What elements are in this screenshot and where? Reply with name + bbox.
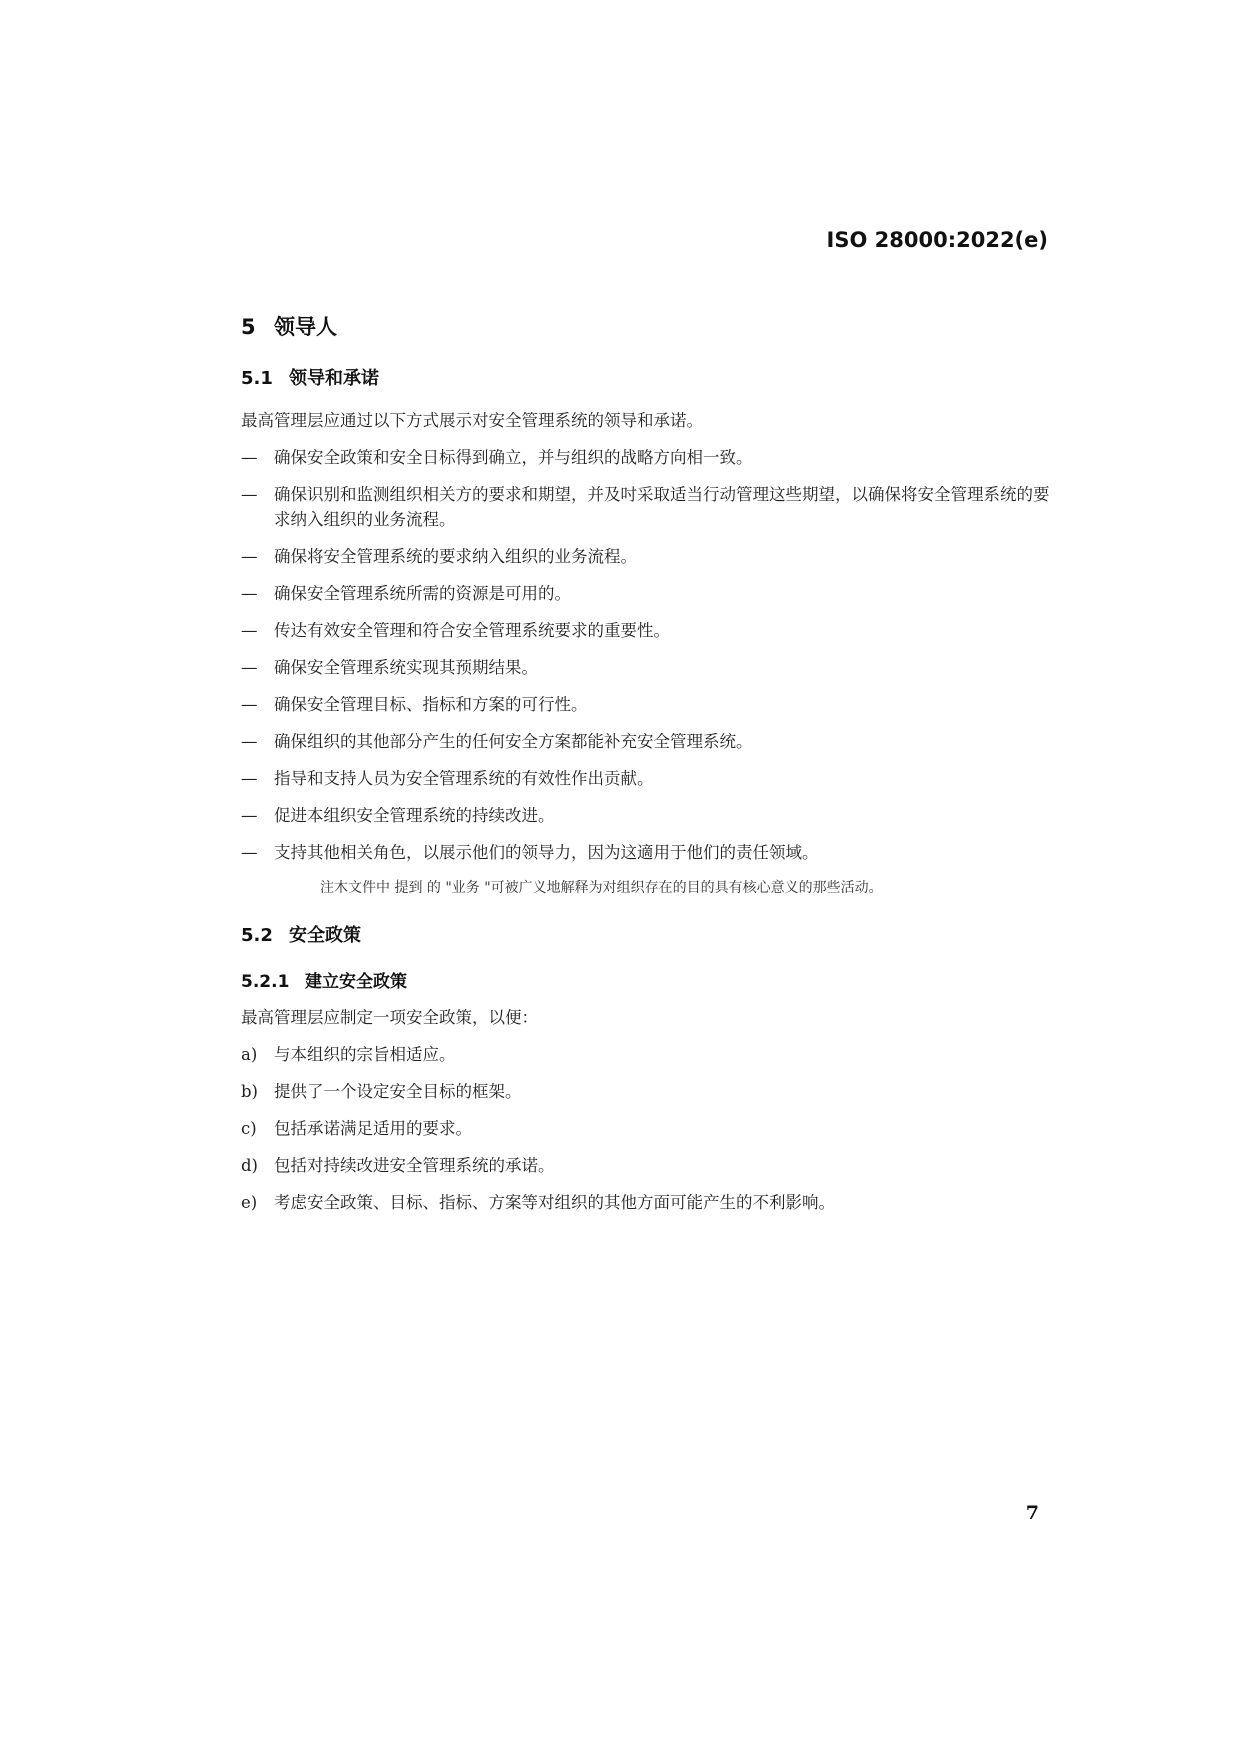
section-5-2-1-intro: 最高管理层应制定一项安全政策，以便：	[241, 1008, 538, 1027]
list-marker: a)	[241, 1045, 258, 1064]
list-item	[241, 445, 1051, 470]
list-item	[241, 482, 1051, 532]
section-number: 5.2.1	[241, 972, 290, 992]
list-marker: e)	[241, 1193, 258, 1212]
list-item	[241, 655, 1051, 680]
list-item-text: 传达有效安全管理和符合安全管理系统要求的重要性。	[274, 621, 670, 640]
list-item-text: 确保安全政策和安全日标得到确立，并与组织的战略方向相一致。	[274, 448, 753, 467]
document-id: ISO 28000:2022(e)	[826, 228, 1048, 252]
section-title: 建立安全政策	[305, 972, 407, 992]
list-marker: b)	[241, 1082, 258, 1101]
list-item	[241, 1153, 1051, 1178]
list-item-text: 确保将安全管理系统的要求纳入组织的业务流程。	[274, 547, 637, 566]
dash-marker: —	[241, 658, 258, 677]
list-item-text: 考虑安全政策、目标、指标、方案等对组织的其他方面可能产生的不利影响。	[274, 1193, 835, 1212]
list-item-text: 提供了一个设定安全目标的框架。	[274, 1082, 522, 1101]
section-number: 5.2	[241, 925, 273, 946]
dash-marker: —	[241, 448, 258, 467]
section-title: 安全政策	[289, 925, 361, 946]
page-content	[241, 312, 1051, 1215]
section-title: 领导人	[274, 314, 337, 339]
dash-marker: —	[241, 547, 258, 566]
list-item	[241, 692, 1051, 717]
section-5-2-heading	[241, 923, 1051, 949]
leadership-list	[241, 445, 1051, 865]
list-item-text: 确保组织的其他部分产生的任何安全方案都能补充安全管理系统。	[274, 732, 753, 751]
list-item	[241, 1116, 1051, 1141]
list-item	[241, 1079, 1051, 1104]
section-5-1-intro: 最高管理层应通过以下方式展示对安全管理系统的领导和承诺。	[241, 411, 703, 430]
list-item-text: 指导和支持人员为安全管理系统的有效性作出贡献。	[274, 769, 654, 788]
dash-marker: —	[241, 769, 258, 788]
list-item	[241, 544, 1051, 569]
list-item-text: 确保识别和监测组织相关方的要求和期望，并及吋采取适当行动管理这些期望，以确保将安全管理系统的要求纳入组织的业务流程。	[274, 485, 1050, 529]
dash-marker: —	[241, 806, 258, 825]
list-item-text: 确保安全管理系统实现其预期结果。	[274, 658, 538, 677]
section-5-1-heading	[241, 366, 1051, 392]
list-item	[241, 766, 1051, 791]
section-5-2-1-heading	[241, 969, 1051, 995]
section-5-1-note: 注木文件中 提到 的 "业务 "可被广义地解释为对组织存在的目的具有核心意义的那些活动。	[320, 880, 883, 896]
list-item	[241, 581, 1051, 606]
list-item	[241, 618, 1051, 643]
list-item	[241, 803, 1051, 828]
section-number: 5.1	[241, 368, 273, 389]
page-number: 7	[1025, 1502, 1039, 1524]
policy-list	[241, 1042, 1051, 1215]
section-5-heading	[241, 312, 1051, 342]
dash-marker: —	[241, 732, 258, 751]
list-item	[241, 840, 1051, 865]
list-item-text: 与本组织的宗旨相适应。	[274, 1045, 456, 1064]
dash-marker: —	[241, 695, 258, 714]
list-item-text: 包括承诺满足适用的要求。	[274, 1119, 472, 1138]
list-item	[241, 729, 1051, 754]
section-number: 5	[241, 315, 256, 339]
list-marker: c)	[241, 1119, 257, 1138]
dash-marker: —	[241, 621, 258, 640]
list-item-text: 促进本组织安全管理系统的持续改进。	[274, 806, 555, 825]
list-item	[241, 1190, 1051, 1215]
dash-marker: —	[241, 485, 258, 504]
list-item-text: 确保安全管理目标、指标和方案的可行性。	[274, 695, 588, 714]
list-marker: d)	[241, 1156, 258, 1175]
dash-marker: —	[241, 584, 258, 603]
list-item	[241, 1042, 1051, 1067]
list-item-text: 包括对持续改进安全管理系统的承诺。	[274, 1156, 555, 1175]
dash-marker: —	[241, 843, 258, 862]
section-title: 领导和承诺	[289, 368, 379, 389]
list-item-text: 支持其他相关角色，以展示他们的领导力，因为这適用于他们的责任领域。	[274, 843, 819, 862]
list-item-text: 确保安全管理系统所需的资源是可用的。	[274, 584, 571, 603]
